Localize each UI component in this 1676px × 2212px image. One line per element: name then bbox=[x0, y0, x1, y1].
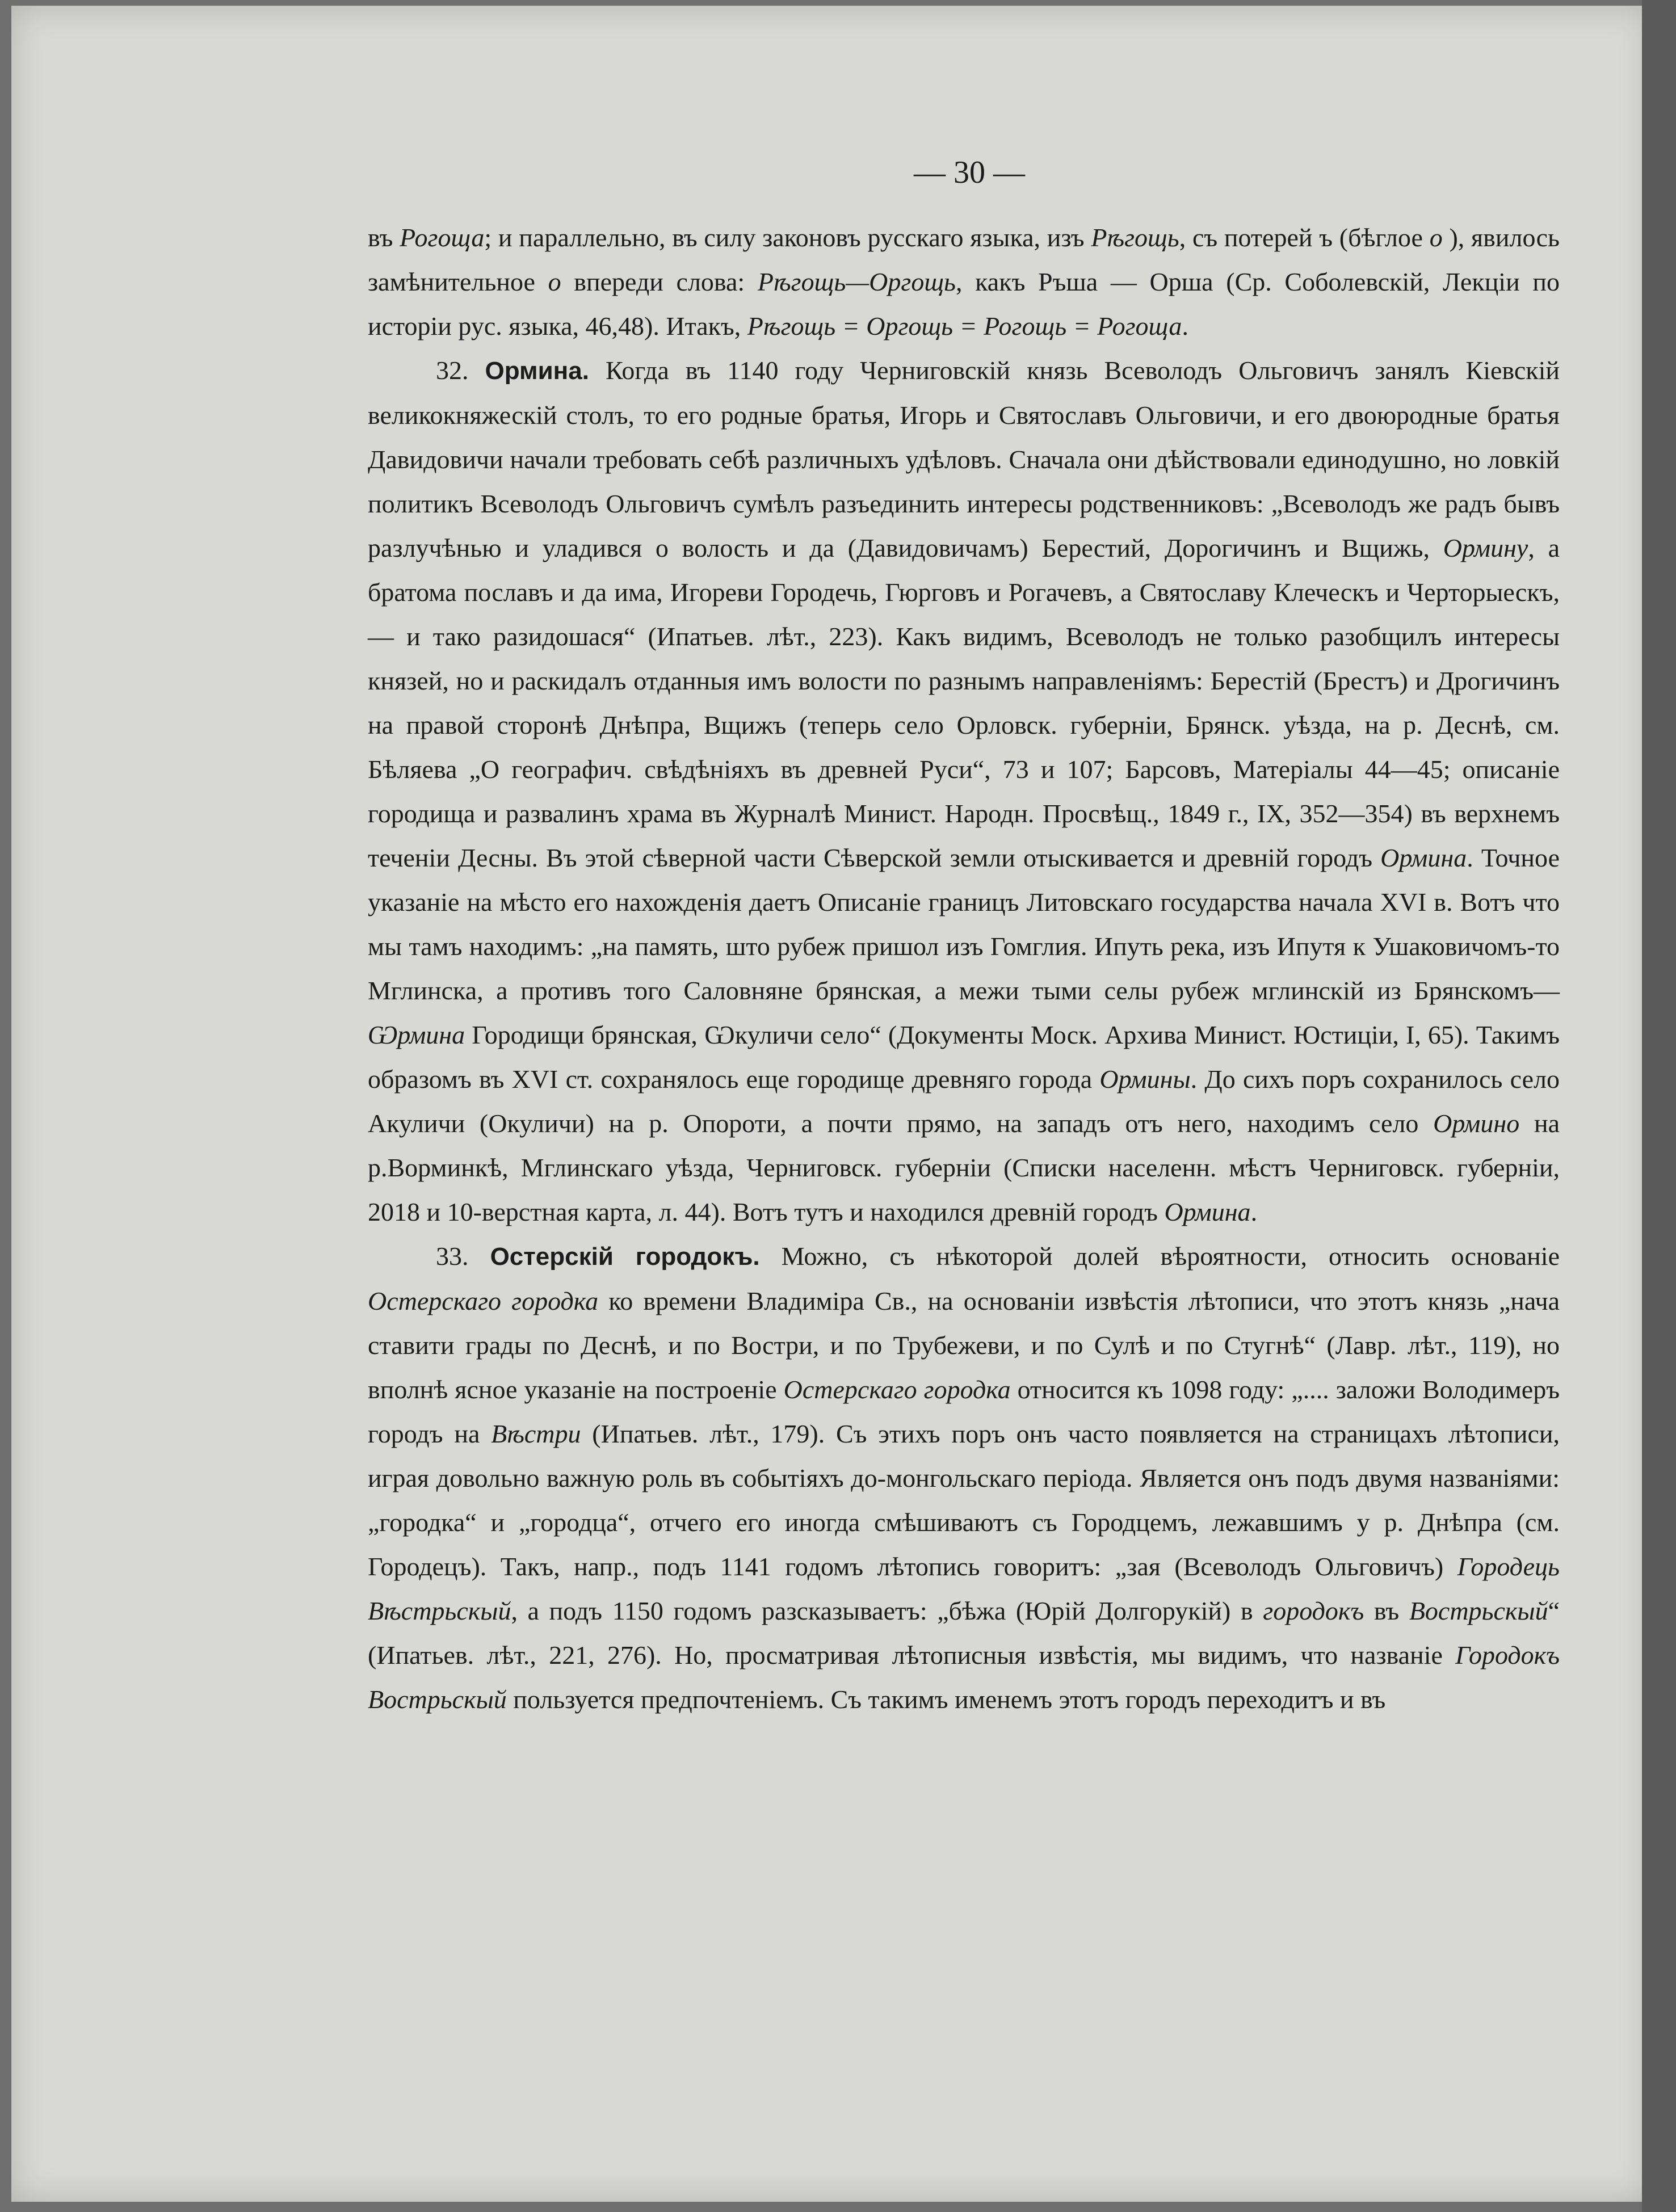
text-run: ; и параллельно, въ силу законовъ русскаго языка, изъ bbox=[484, 223, 1091, 252]
text-run: , а братома пославъ и да има, Игореви Городечь, Гюрговъ и Рогачевъ, а Святославу Клеческъ и Черторыескъ,— и тако разидошася“ (Ипатьев. лѣт., 223). Какъ видимъ, Всеволодъ не только разобщилъ интересы князей, но и раскидалъ отданныя имъ волости по разнымъ направленіямъ: Берестій (Брестъ) и Дрогичинъ на правой сторонѣ Днѣпра, Вщижъ (теперь село Орловск. губерніи, Брянск. уѣзда, на р. Деснѣ, см. Бѣляева „О географич. свѣдѣніяхъ въ древней Руси“, 73 и 107; Барсовъ, Матеріалы 44—45; описаніе городища и развалинъ храма въ Журналѣ Минист. Народн. Просвѣщ., 1849 г., IX, 352—354) въ верхнемъ теченіи Десны. Въ этой сѣверной части Сѣверской земли отыскивается и древній городъ bbox=[368, 533, 1560, 872]
italic-term: Остерскаго городка bbox=[783, 1375, 1011, 1404]
italic-term: о bbox=[548, 267, 561, 296]
text-run: 32. bbox=[436, 356, 485, 385]
text-run: . bbox=[1182, 312, 1188, 340]
italic-term: Вѣстри bbox=[491, 1419, 581, 1448]
text-run: , съ потерей ъ (бѣглое bbox=[1179, 223, 1430, 252]
text-run: пользуется предпочтеніемъ. Съ такимъ именемъ этотъ городъ переходитъ и въ bbox=[506, 1685, 1386, 1714]
text-run: ), явилось замѣнительное bbox=[368, 223, 1560, 296]
italic-term: Рогоща bbox=[400, 223, 485, 252]
text-run: . Точное указаніе на мѣсто его нахожденія даетъ Описаніе границъ Литовскаго государства начала XVI в. Вотъ что мы тамъ находимъ: „на память, што рубеж пришол изъ Гомглия. Ипуть река, изъ Ипутя к Ушаковичомъ-то Мглинска, а противъ того Саловняне брянская, а межи тыми селы рубеж мглинскій из Брянскомъ— bbox=[368, 843, 1560, 1005]
text-run: . До сихъ поръ сохранилось село Акуличи (Окуличи) на р. Опороти, а почти прямо, на западъ отъ него, находимъ село bbox=[368, 1065, 1560, 1138]
paragraph-31-continued bbox=[368, 216, 1560, 348]
text-run: Городищи брянская, Ѡкуличи село“ (Документы Моск. Архива Минист. Юстиціи, I, 65). Такимъ образомъ въ XVI ст. сохранялось еще городище древняго города bbox=[368, 1020, 1560, 1094]
text-run: на р.Ворминкѣ, Мглинскаго уѣзда, Черниговск. губерніи (Списки населенн. мѣстъ Черниговск. губерніи, 2018 и 10-верстная карта, л. 44). Вотъ тутъ и находился древній городъ bbox=[368, 1109, 1560, 1226]
italic-term: Ормина bbox=[1164, 1197, 1251, 1226]
italic-term: Городець Вѣстрьскый bbox=[368, 1552, 1560, 1625]
book-page bbox=[11, 6, 1652, 2202]
text-run: относится къ 1098 году: „.... заложи Володимеръ городъ на bbox=[368, 1375, 1560, 1448]
italic-term: Вострьскый bbox=[1409, 1596, 1548, 1625]
italic-term: Ормино bbox=[1433, 1109, 1520, 1138]
text-run: ко времени Владиміра Св., на основаніи извѣстія лѣтописи, что этотъ князь „нача ставити грады по Деснѣ, и по Востри, и по Трубежеви, и по Сулѣ и по Стугнѣ“ (Лавр. лѣт., 119), но вполнѣ ясное указаніе на построеніе bbox=[368, 1286, 1560, 1404]
text-run: въ bbox=[1364, 1596, 1409, 1625]
text-run: впереди слова: bbox=[561, 267, 758, 296]
italic-term: Ормину bbox=[1443, 533, 1528, 562]
italic-term: Городокъ Вострьскый bbox=[368, 1641, 1560, 1714]
text-run: “ (Ипатьев. лѣт., 221, 276). Но, просматривая лѣтописныя извѣстія, мы видимъ, что названіе bbox=[368, 1596, 1560, 1669]
text-run: Когда въ 1140 году Черниговскій князь Всеволодъ Ольговичъ занялъ Кіевскій великокняжескій столъ, то его родные братья, Игорь и Святославъ Ольговичи, и его двоюродные братья Давидовичи начали требовать себѣ различныхъ удѣловъ. Сначала они дѣйствовали единодушно, но ловкій политикъ Всеволодъ Ольговичъ сумѣлъ разъединить интересы родственниковъ: „Всеволодъ же радъ бывъ разлучѣнью и уладився о волость и да (Давидовичамъ) Берестий, Дорогичинъ и Вщижь, bbox=[368, 356, 1560, 562]
text-run: Можно, съ нѣкоторой долей вѣроятности, относить основаніе bbox=[759, 1242, 1560, 1271]
text-run: 33. bbox=[436, 1242, 490, 1271]
italic-term: Рѣгощь bbox=[1091, 223, 1179, 252]
text-run: (Ипатьев. лѣт., 179). Съ этихъ поръ онъ часто появляется на страницахъ лѣтописи, играя довольно важную роль въ событіяхъ до-монгольскаго періода. Является онъ подъ двумя названіями: „городка“ и „городца“, отчего его иногда смѣшиваютъ съ Городцемъ, лежавшимъ у р. Днѣпра (см. Городецъ). Такъ, напр., подъ 1141 годомъ лѣтопись говоритъ: „зая (Всеволодъ Ольговичъ) bbox=[368, 1419, 1560, 1581]
section-heading: Остерскій городокъ. bbox=[490, 1243, 760, 1271]
italic-term: Ѡрмина bbox=[368, 1020, 465, 1049]
text-run: . bbox=[1250, 1197, 1258, 1226]
italic-term: Остерскаго городка bbox=[368, 1286, 599, 1315]
text-run: въ bbox=[368, 223, 400, 252]
paragraph-33-osterskiy-gorodok bbox=[368, 1234, 1560, 1722]
italic-term: Рѣгощь = Оргощь = Рогощь = Рогоща bbox=[747, 312, 1182, 340]
text-run: , какъ Ръша — Орша (Ср. Соболевскій, Лекціи по исторіи рус. языка, 46,48). Итакъ, bbox=[368, 267, 1560, 340]
page-body bbox=[368, 216, 1560, 1722]
italic-term: о bbox=[1429, 223, 1443, 252]
section-heading: Ормина. bbox=[485, 357, 589, 385]
text-run: , а подъ 1150 годомъ разсказываетъ: „бѣжа (Юрій Долгорукій) в bbox=[511, 1596, 1263, 1625]
page-number: — 30 — bbox=[914, 155, 1025, 190]
italic-term: Ормина bbox=[1380, 843, 1467, 872]
italic-term: Рѣгощь—Оргощь bbox=[757, 267, 956, 296]
scan-edge bbox=[1642, 0, 1676, 2212]
italic-term: Ормины bbox=[1099, 1065, 1191, 1094]
italic-term: городокъ bbox=[1263, 1596, 1364, 1625]
paragraph-32-ormina bbox=[368, 348, 1560, 1234]
